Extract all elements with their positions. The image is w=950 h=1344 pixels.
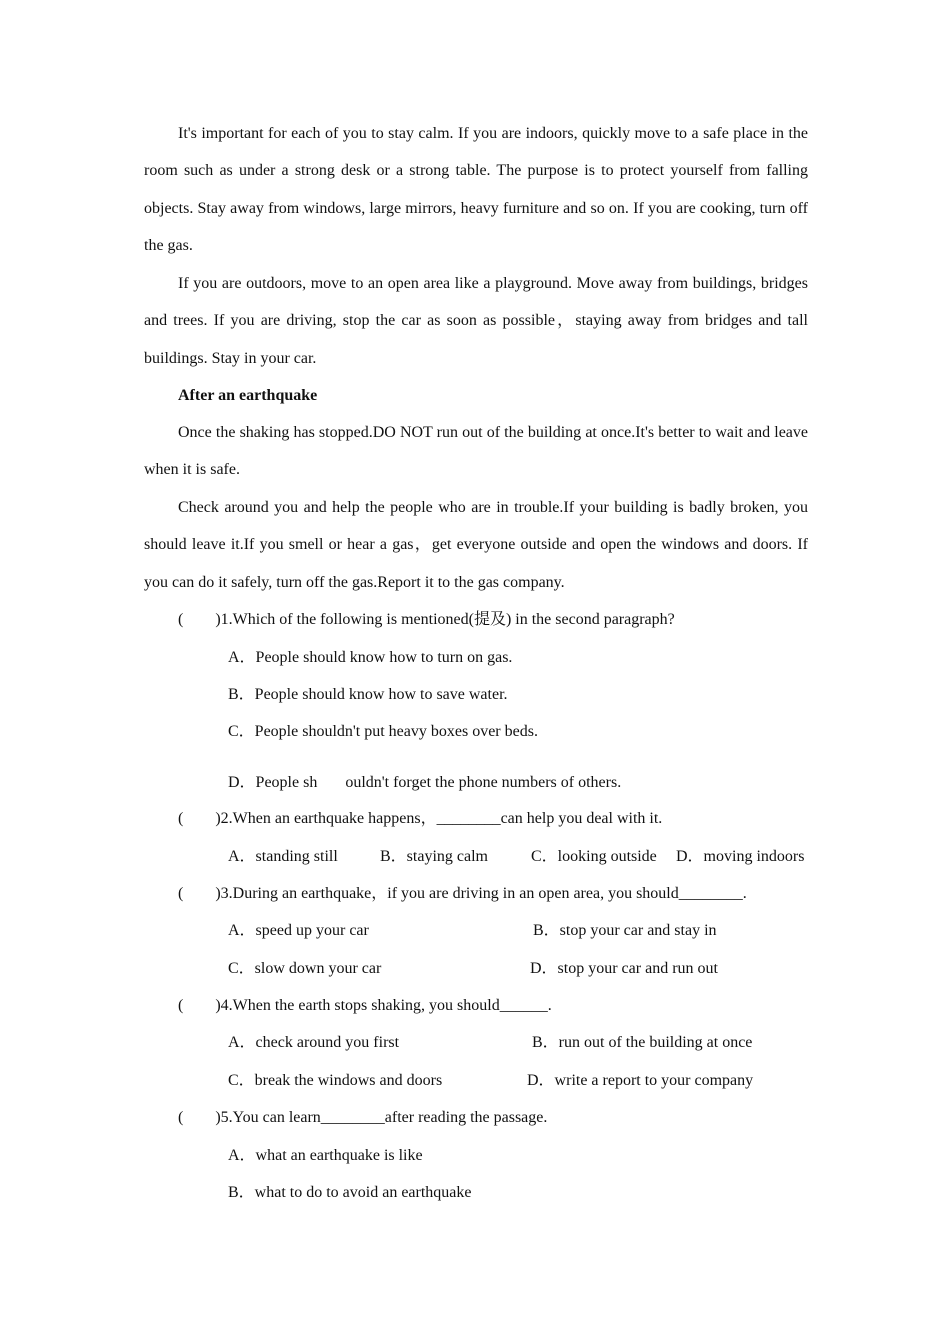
- passage-paragraph-2: If you are outdoors, move to an open area like a playground. Move away from buildings, bridges and trees. If you are driving, stop the car as soon as possible，staying away from bridges and tall buildings. Stay in your car.: [144, 275, 808, 367]
- question-2-stem: ( )2.When an earthquake happens，________can help you deal with it.: [178, 810, 663, 827]
- question-5-option-b: B．what to do to avoid an earthquake: [228, 1184, 472, 1201]
- question-3-option-b: B．stop your car and stay in: [533, 922, 717, 939]
- question-2-option-a: A．standing still: [228, 848, 338, 865]
- question-1-option-a: A．People should know how to turn on gas.: [228, 649, 513, 666]
- question-5-option-a: A．what an earthquake is like: [228, 1147, 423, 1164]
- section-heading: After an earthquake: [178, 387, 318, 404]
- question-4-option-b: B．run out of the building at once: [532, 1034, 753, 1051]
- question-3-option-a: A．speed up your car: [228, 922, 369, 939]
- question-4-option-c: C．break the windows and doors: [228, 1072, 443, 1089]
- question-1-option-d: D．People sh ouldn't forget the phone numbers of others.: [228, 774, 622, 791]
- question-1-option-c: C．People shouldn't put heavy boxes over beds.: [228, 723, 538, 740]
- passage-paragraph-3: Once the shaking has stopped.DO NOT run out of the building at once.It's better to wait and leave when it is safe.: [144, 424, 808, 479]
- question-3-option-c: C．slow down your car: [228, 960, 382, 977]
- passage-paragraph-4: Check around you and help the people who are in trouble.If your building is badly broken, you should leave it.If you smell or hear a gas，get everyone outside and open the windows and doors. If you can do it safely, turn off the gas.Report it to the gas company.: [144, 499, 808, 591]
- question-2-option-c: C．looking outside: [531, 848, 657, 865]
- question-2-option-b: B．staying calm: [380, 848, 488, 865]
- question-1-stem: ( )1.Which of the following is mentioned(提及) in the second paragraph?: [178, 611, 675, 628]
- question-4-option-d: D．write a report to your company: [527, 1072, 754, 1089]
- question-3-option-d: D．stop your car and run out: [530, 960, 718, 977]
- question-4-stem: ( )4.When the earth stops shaking, you should______.: [178, 997, 552, 1014]
- passage-paragraph-1: It's important for each of you to stay calm. If you are indoors, quickly move to a safe place in the room such as under a strong desk or a strong table. The purpose is to protect yourself from falling objects. Stay away from windows, large mirrors, heavy furniture and so on. If you are cooking, turn off the gas.: [144, 125, 808, 255]
- question-2-option-d: D．moving indoors: [676, 848, 805, 865]
- question-5-stem: ( )5.You can learn________after reading the passage.: [178, 1109, 548, 1126]
- question-3-stem: ( )3.During an earthquake，if you are driving in an open area, you should________.: [178, 885, 747, 902]
- question-4-option-a: A．check around you first: [228, 1034, 400, 1051]
- question-1-option-b: B．People should know how to save water.: [228, 686, 508, 703]
